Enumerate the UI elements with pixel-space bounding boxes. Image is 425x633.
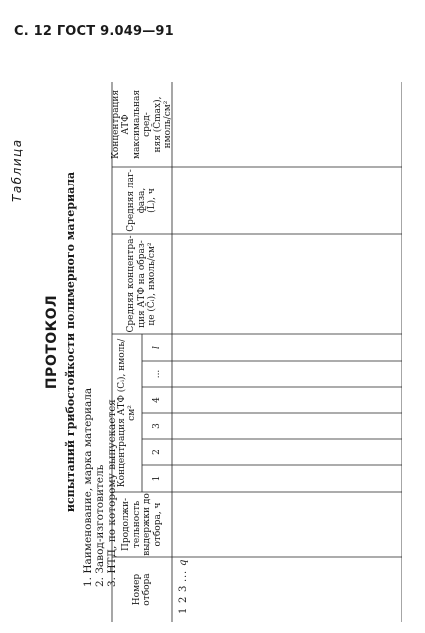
table-label: Таблица: [10, 138, 24, 202]
row-number: q: [178, 559, 189, 566]
row-number: 3: [178, 585, 189, 592]
header-mean-concentration: Средняя концентра- ция АТФ на образ- це (C̄ᵢ), нмоль/см²: [126, 235, 158, 333]
header-max-concentration: Концентрация АТФ максимальная сред- няя (C̄max), нмоль/см²: [110, 89, 173, 160]
info-item: 2. Завод-изготовитель: [94, 464, 106, 587]
subheader-ellipsis: ...: [151, 369, 162, 379]
info-item: 3. НТД, по которому выпускается: [106, 399, 118, 587]
row-number: .: [178, 570, 189, 574]
protocol-table-grid: [2, 62, 402, 622]
subheader-3: 3: [151, 423, 162, 429]
protocol-sheet: [2, 62, 402, 622]
header-atp-concentration: Концентрация АТФ (Cᵢ), нмоль/см²: [116, 338, 137, 488]
row-number: .: [178, 578, 189, 582]
row-number: 2: [178, 596, 189, 603]
row-number: .: [178, 574, 189, 578]
subheader-1: 1: [151, 475, 162, 482]
subheader-4: 4: [151, 397, 162, 403]
page-header: С. 12 ГОСТ 9.049—91: [14, 24, 174, 39]
row-number: 1: [178, 607, 189, 614]
subheader-l: l: [151, 346, 162, 349]
info-item: 1. Наименование, марка материала: [82, 387, 94, 587]
protocol-subtitle: испытаний грибостойкости полимерного материала: [64, 171, 77, 513]
subheader-2: 2: [151, 449, 162, 455]
header-lag-phase: Средняя лаг-фаза, (L̄), ч: [126, 169, 158, 232]
header-sample-no: Номер отбора: [131, 573, 152, 606]
protocol-title: ПРОТОКОЛ: [44, 294, 60, 390]
header-duration: Продолжи- тельность выдержки до отбора, ч: [121, 493, 163, 556]
